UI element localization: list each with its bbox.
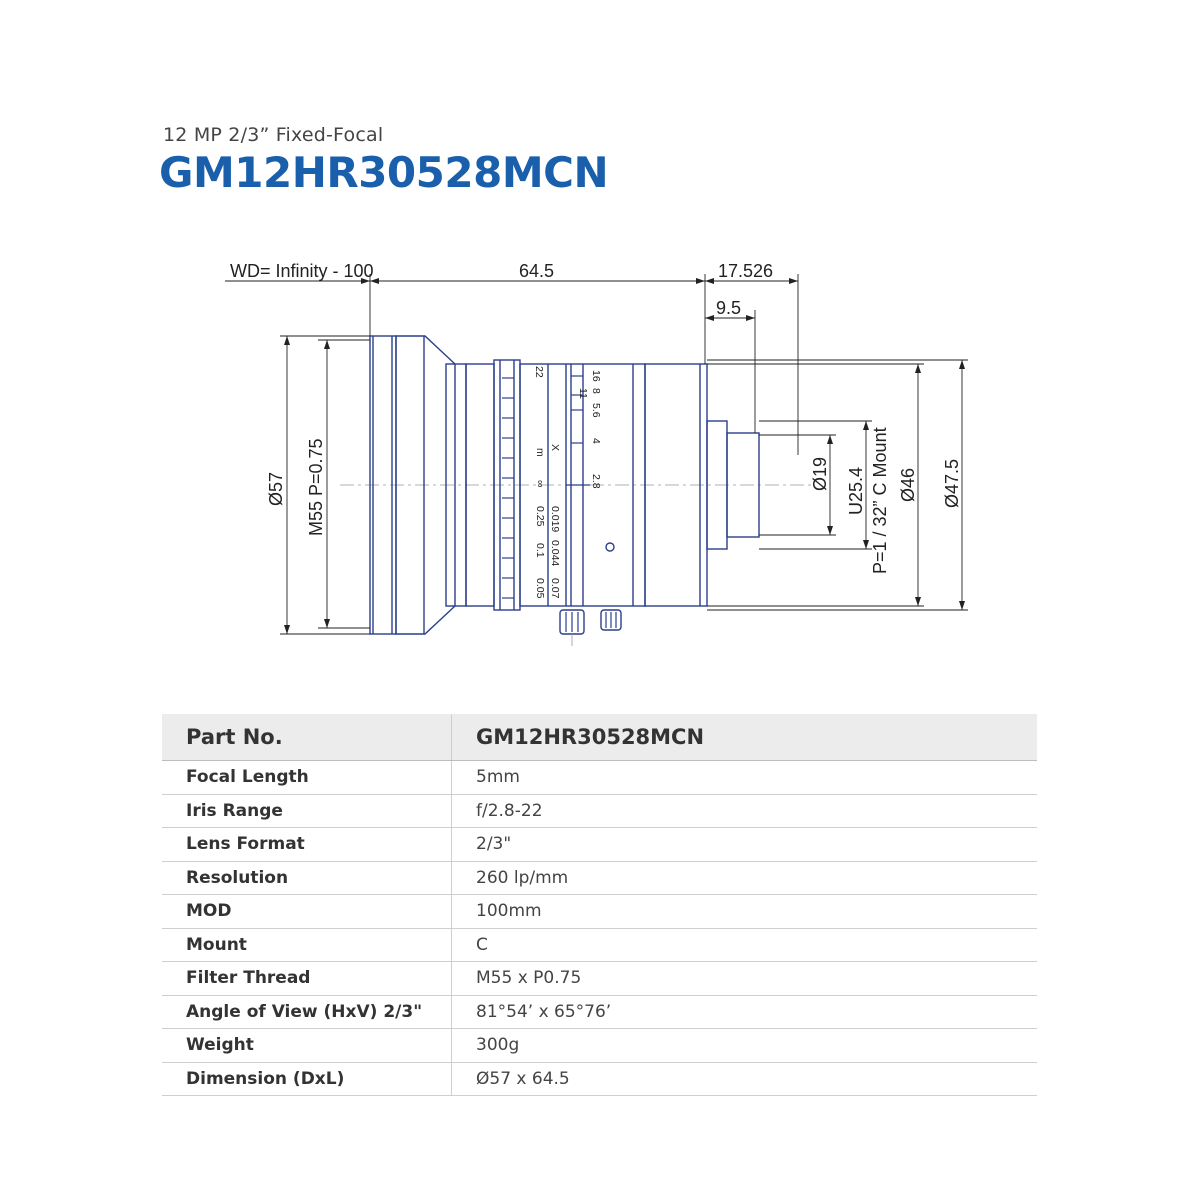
length-label: 64.5 <box>519 261 555 281</box>
wd-label: WD= Infinity - 100 <box>230 261 374 281</box>
spec-label: Iris Range <box>162 794 452 828</box>
part-no-label: Part No. <box>162 714 452 761</box>
part-no-value: GM12HR30528MCN <box>452 714 1038 761</box>
spec-value: f/2.8-22 <box>452 794 1038 828</box>
focus-scale-0019: 0.019 <box>549 506 561 533</box>
spec-table <box>162 714 1037 1096</box>
focus-scale-m: m <box>534 448 546 457</box>
filter-thread-label: M55 P=0.75 <box>306 438 326 536</box>
spec-value: M55 x P0.75 <box>452 962 1038 996</box>
iris-scale-4: 4 <box>590 438 602 444</box>
spec-value: 100mm <box>452 895 1038 929</box>
table-row <box>162 861 1037 895</box>
spec-label: Filter Thread <box>162 962 452 996</box>
outer-dia-label: Ø57 <box>266 471 286 506</box>
index-dot <box>606 543 614 551</box>
flange-label: 9.5 <box>716 298 742 318</box>
spec-label: Angle of View (HxV) 2/3" <box>162 995 452 1029</box>
spec-label: MOD <box>162 895 452 929</box>
spec-value: 81°54’ x 65°76’ <box>452 995 1038 1029</box>
body-dia-label: Ø46 <box>898 467 918 502</box>
rear-dia-label: Ø19 <box>810 456 830 491</box>
iris-scale-28: 2.8 <box>590 474 602 489</box>
spec-value: 2/3" <box>452 828 1038 862</box>
spec-label: Lens Format <box>162 828 452 862</box>
table-row <box>162 1062 1037 1096</box>
body-max-dia-label: Ø47.5 <box>942 458 962 508</box>
spec-value: 300g <box>452 1029 1038 1063</box>
focus-scale-005: 0.05 <box>534 578 546 599</box>
spec-label: Mount <box>162 928 452 962</box>
table-row <box>162 794 1037 828</box>
iris-scale-8: 8 <box>590 388 602 394</box>
spec-label: Focal Length <box>162 761 452 795</box>
focus-scale-infinity: ∞ <box>534 480 546 488</box>
iris-scale-11: 11 <box>577 388 589 399</box>
focus-scale-x: X <box>549 444 561 452</box>
table-row <box>162 995 1037 1029</box>
iris-scale-56: 5.6 <box>590 403 602 418</box>
table-row <box>162 928 1037 962</box>
iris-scale-16: 16 <box>590 370 602 382</box>
spec-value: 5mm <box>452 761 1038 795</box>
focus-scale-01: 0.1 <box>534 543 546 558</box>
table-row <box>162 1029 1037 1063</box>
spec-value: C <box>452 928 1038 962</box>
spec-label: Resolution <box>162 861 452 895</box>
back-focus-label: 17.526 <box>718 261 774 281</box>
spec-label: Weight <box>162 1029 452 1063</box>
spec-value: Ø57 x 64.5 <box>452 1062 1038 1096</box>
focus-scale-025: 0.25 <box>534 506 546 527</box>
spec-label: Dimension (DxL) <box>162 1062 452 1096</box>
focus-scale-22: 22 <box>533 366 545 378</box>
mount-thread-label: U25.4 <box>846 466 866 515</box>
focus-scale-007: 0.07 <box>549 578 561 599</box>
mount-pitch-label: P=1 / 32” C Mount <box>870 427 890 574</box>
table-row <box>162 761 1037 795</box>
table-row <box>162 962 1037 996</box>
focus-scale-0044: 0.044 <box>549 540 561 567</box>
product-title: GM12HR30528MCN <box>159 148 609 197</box>
spec-header-row <box>162 714 1037 761</box>
spec-value: 260 lp/mm <box>452 861 1038 895</box>
table-row <box>162 828 1037 862</box>
table-row <box>162 895 1037 929</box>
product-subtitle: 12 MP 2/3” Fixed-Focal <box>163 124 384 146</box>
